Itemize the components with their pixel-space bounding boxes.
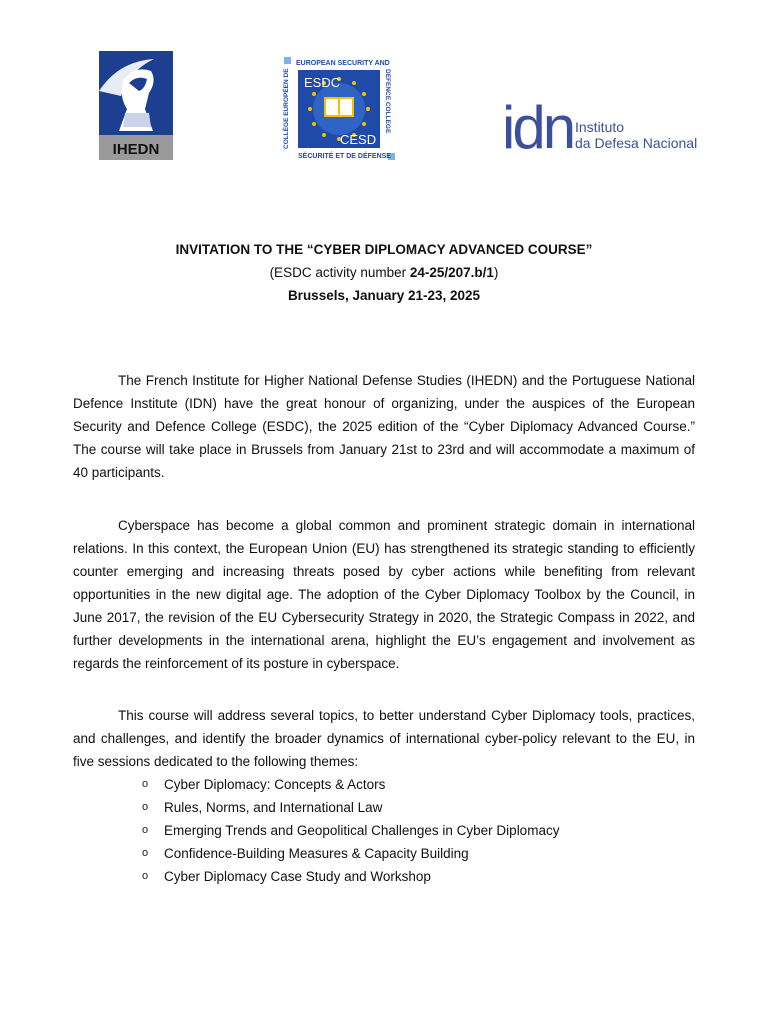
idn-logo <box>500 92 698 161</box>
ihedn-logo-text: IHEDN <box>112 141 160 158</box>
activity-prefix: (ESDC activity number <box>269 265 410 280</box>
ihedn-logo <box>99 51 173 160</box>
activity-suffix: ) <box>493 265 499 280</box>
activity-number: 24-25/207.b/1 <box>409 265 494 280</box>
theme-label: Confidence-Building Measures & Capacity Building <box>164 846 469 861</box>
esdc-right-text: DEFENCE COLLEGE <box>384 69 391 134</box>
themes-list <box>142 773 559 888</box>
esdc-left-text: COLLÈGE EUROPÉEN DE <box>283 68 290 149</box>
bullet-icon: o <box>142 824 149 836</box>
location-date: Brussels, January 21-23, 2025 <box>287 288 481 303</box>
paragraph-context: Cyberspace has become a global common and prominent strategic domain in international relations. In this context, the European Union (EU) has strengthened its strategic standing to efficiently counter emerging and increasing threats posed by cyber actions while benefiting from relevant opportunities in the new digital age. The adoption of the Cyber Diplomacy Toolbox by the Council, in June 2017, the revision of the EU Cybersecurity Strategy in 2020, the Strategic Compass in 2022, and further developments in the international arena, highlight the EU’s engagement and involvement as regards the reinforcement of its posture in cyberspace. <box>73 518 695 671</box>
bullet-icon: o <box>142 870 149 882</box>
list-item <box>142 773 559 796</box>
bullet-icon: o <box>142 847 149 859</box>
heading-block <box>0 238 768 307</box>
esdc-logo <box>284 57 396 161</box>
idn-mark: idn <box>502 94 574 161</box>
esdc-abbr-fr: CESD <box>340 132 377 147</box>
theme-label: Emerging Trends and Geopolitical Challenges in Cyber Diplomacy <box>164 823 560 838</box>
esdc-bottom-text: SÉCURITÉ ET DE DÉFENSE <box>298 153 391 160</box>
list-item <box>142 819 559 842</box>
activity-number-line <box>0 261 768 284</box>
paragraph-intro: The French Institute for Higher National Defense Studies (IHEDN) and the Portuguese National Defence Institute (IDN) have the great honour of organizing, under the auspices of the European Security and Defence College (ESDC), the 2025 edition of the “Cyber Diplomacy Advanced Course.” The course will take place in Brussels from January 21st to 23rd and will accommodate a maximum of 40 participants. <box>73 373 695 480</box>
esdc-abbr-en: ESDC <box>304 75 341 90</box>
esdc-top-text: EUROPEAN SECURITY AND <box>296 60 390 67</box>
bullet-icon: o <box>142 778 149 790</box>
paragraph-themes-intro: This course will address several topics, to better understand Cyber Diplomacy tools, practices, and challenges, and identify the broader dynamics of international cyber-policy relevant to the EU, in five sessions dedicated to the following themes: <box>73 708 695 769</box>
idn-line2: da Defesa Nacional <box>575 135 698 151</box>
bullet-icon: o <box>142 801 149 813</box>
theme-label: Cyber Diplomacy Case Study and Workshop <box>164 869 431 884</box>
list-item <box>142 865 559 888</box>
logo-header <box>0 0 768 200</box>
idn-line1: Instituto <box>575 119 625 135</box>
list-item <box>142 842 559 865</box>
document-title: INVITATION TO THE “CYBER DIPLOMACY ADVANCED COURSE” <box>175 242 593 257</box>
theme-label: Cyber Diplomacy: Concepts & Actors <box>164 777 386 792</box>
theme-label: Rules, Norms, and International Law <box>164 800 383 815</box>
list-item <box>142 796 559 819</box>
